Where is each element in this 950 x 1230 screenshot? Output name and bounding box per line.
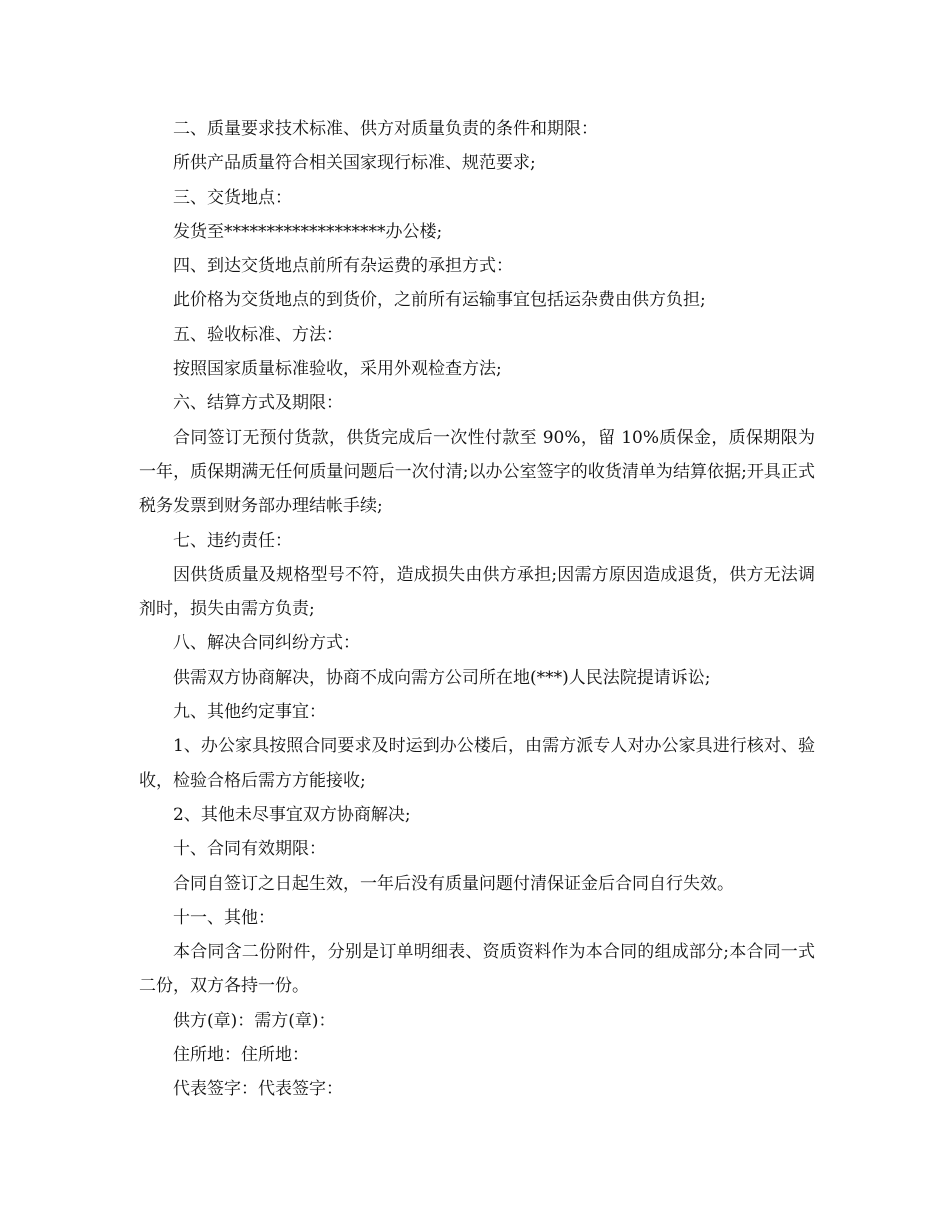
section-heading-freight: 四、到达交货地点前所有杂运费的承担方式： [173,256,513,277]
paragraph-settlement: 合同签订无预付货款，供货完成后一次性付款至 90%，留 10%质保金，质保期限为一年，质保期满无任何质量问题后一次付清;以办公室签字的收货清单为结算依据;开具正式税务发票到财务部办理结帐手续; [139,427,815,517]
document-body [139,112,815,1107]
section-heading-validity: 十、合同有效期限： [173,839,326,860]
section-heading-quality: 二、质量要求技术标准、供方对质量负责的条件和期限： [173,119,598,139]
paragraph-delivery-place: 发货至*******************办公楼; [173,221,443,242]
paragraph-misc: 本合同含二份附件，分别是订单明细表、资质资料作为本合同的组成部分;本合同一式二份，双方各持一份。 [139,942,815,997]
section-heading-liability: 七、违约责任： [173,530,292,551]
section-heading-delivery-place: 三、交货地点： [173,187,292,208]
paragraph-validity: 合同自签订之日起生效，一年后没有质量问题付清保证金后合同自行失效。 [173,873,734,894]
paragraph-liability: 因供货质量及规格型号不符，造成损失由供方承担;因需方原因造成退货，供方无法调剂时，损失由需方负责; [139,564,815,620]
paragraph-acceptance: 按照国家质量标准验收，采用外观检查方法; [173,359,502,380]
paragraph-other-terms-2: 2、其他未尽事宜双方协商解决; [173,804,411,825]
paragraph-quality-standard: 所供产品质量符合相关国家现行标准、规范要求; [173,153,536,174]
signature-address-line: 住所地：住所地： [173,1045,309,1066]
section-heading-other-terms: 九、其他约定事宜： [173,702,326,723]
paragraph-freight: 此价格为交货地点的到货价，之前所有运输事宜包括运杂费由供方负担; [173,290,706,311]
paragraph-dispute: 供需双方协商解决，协商不成向需方公司所在地(***)人民法院提请诉讼; [173,667,711,688]
paragraph-other-terms-1: 1、办公家具按照合同要求及时运到办公楼后，由需方派专人对办公家具进行核对、验收，检验合格后需方方能接收; [139,736,815,791]
signature-representative-line: 代表签字：代表签字： [173,1079,343,1100]
section-heading-misc: 十一、其他： [173,907,275,928]
section-heading-settlement: 六、结算方式及期限： [173,393,343,414]
section-heading-acceptance: 五、验收标准、方法： [173,324,343,345]
section-heading-dispute: 八、解决合同纠纷方式： [173,633,360,654]
signature-seal-line: 供方(章)：需方(章)： [173,1010,336,1031]
